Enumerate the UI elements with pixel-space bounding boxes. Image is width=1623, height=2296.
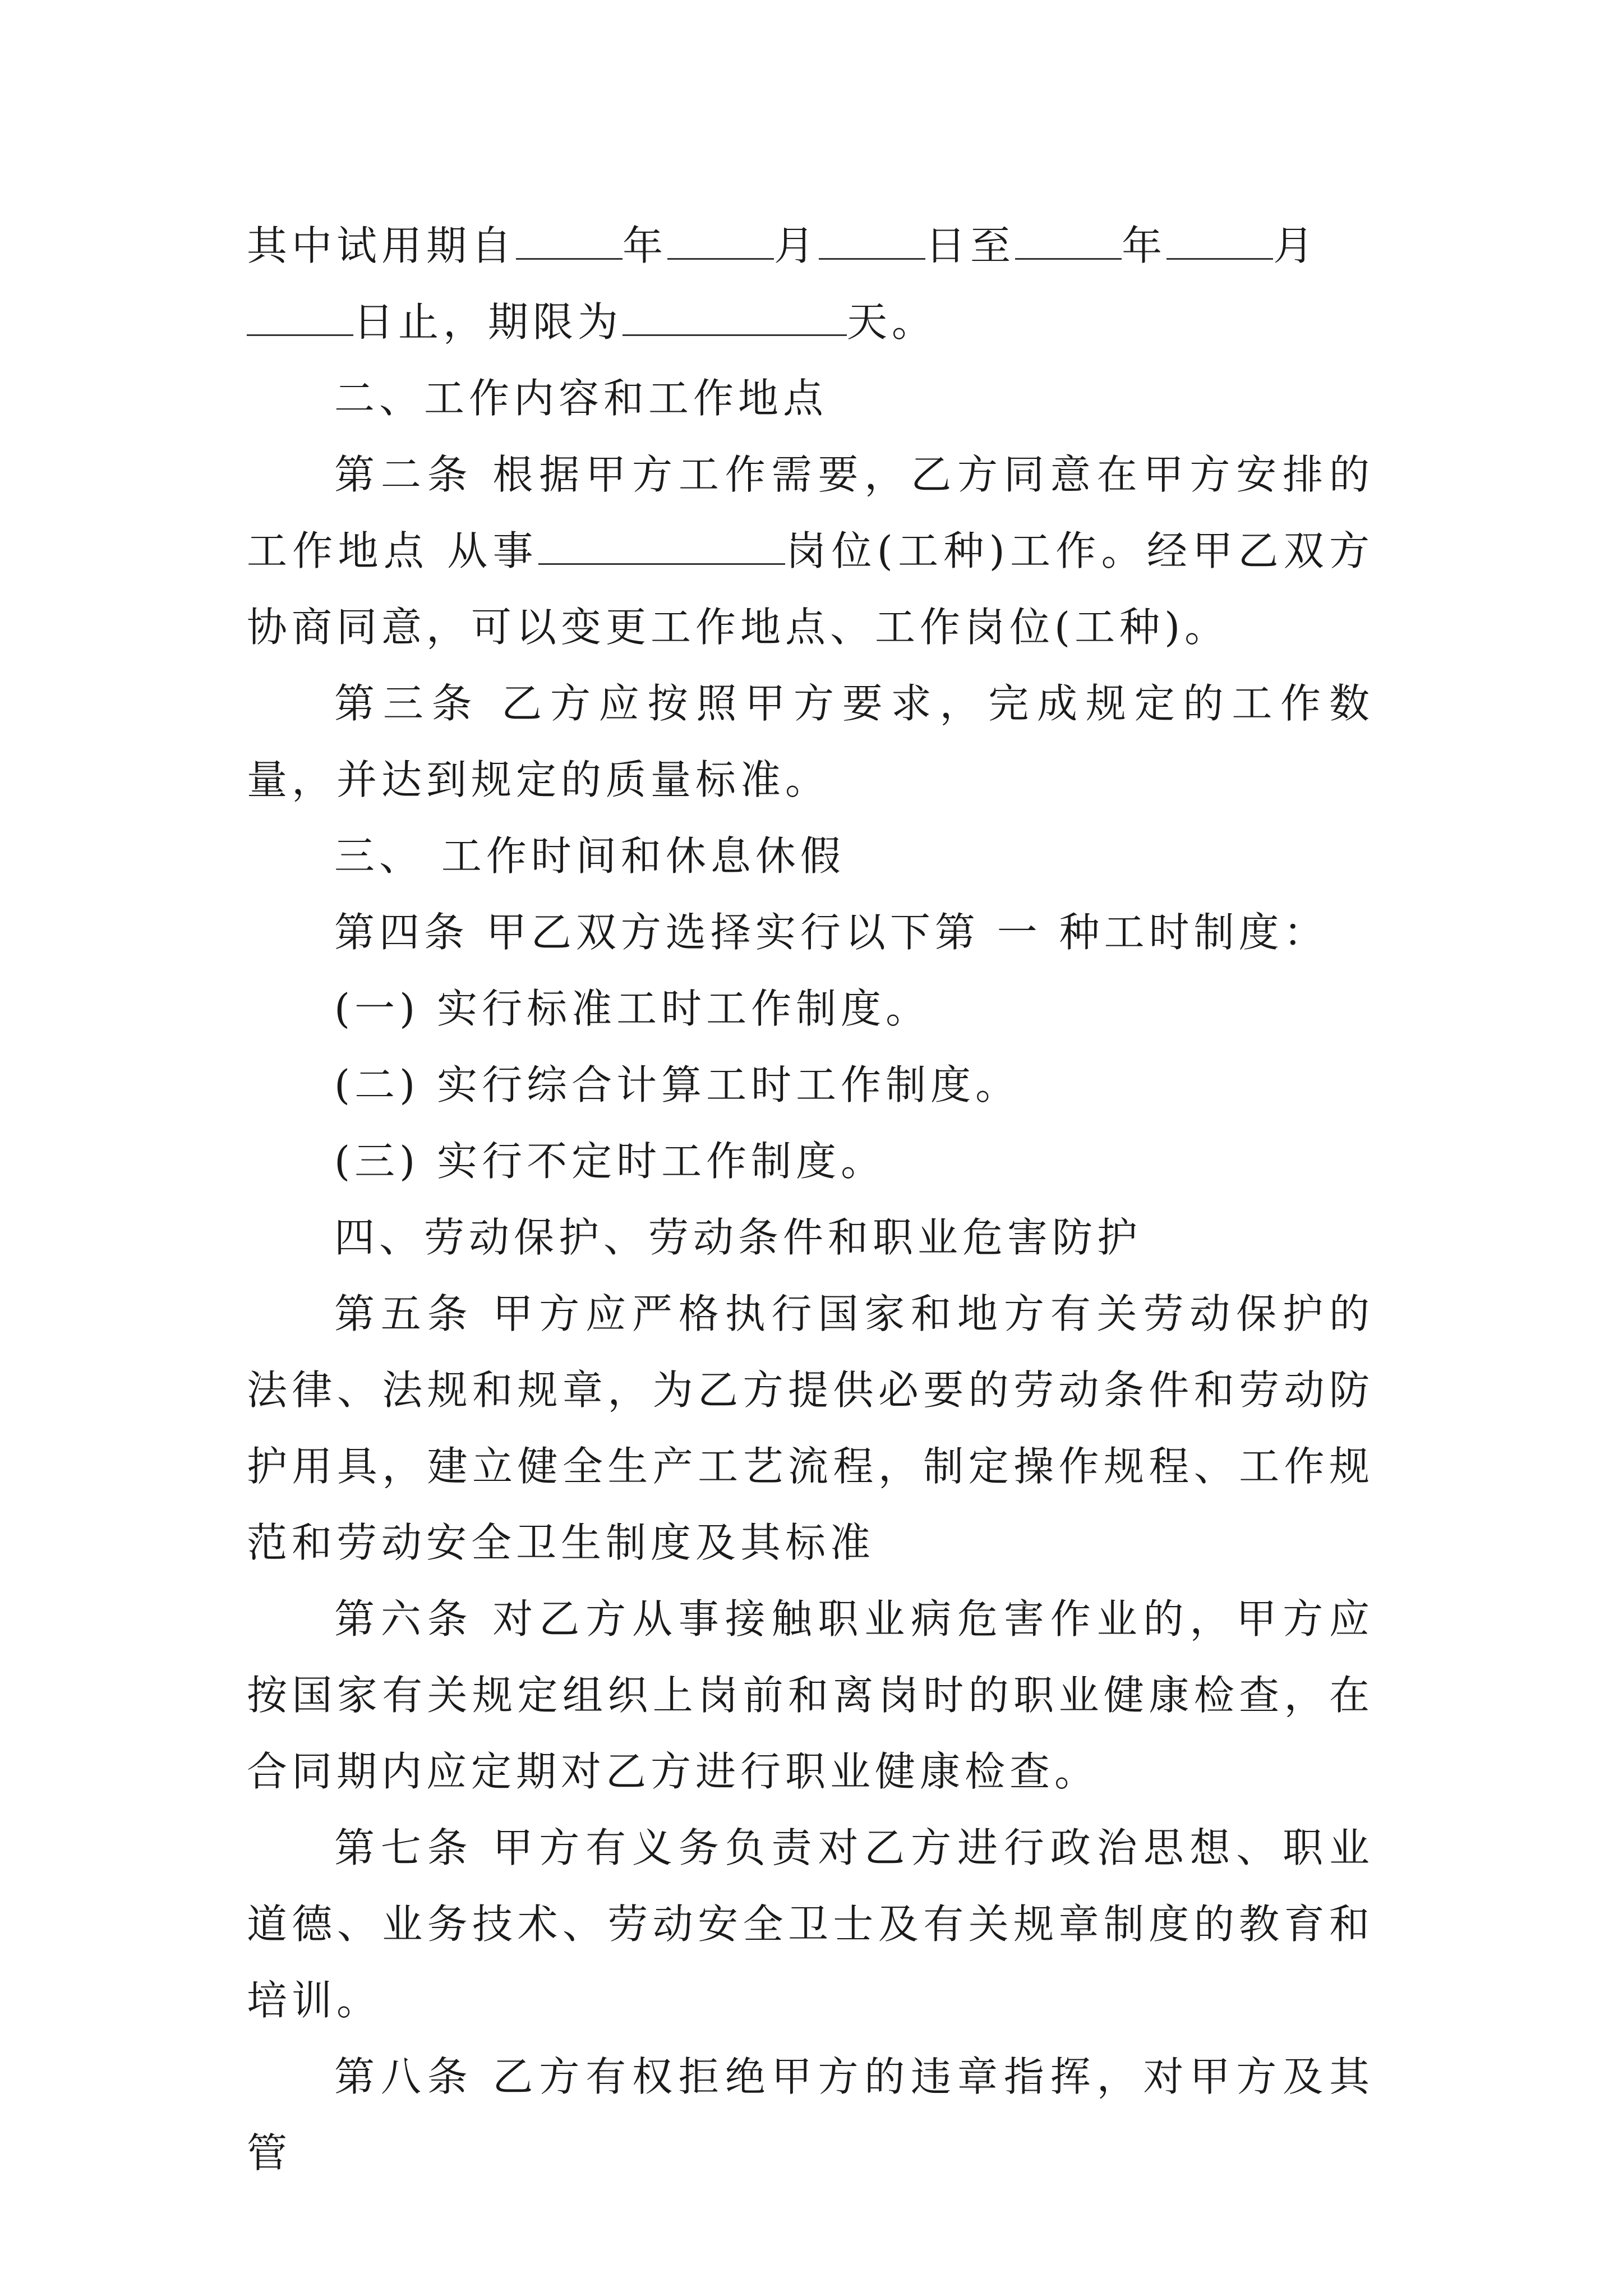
text-fragment: 其中试用期自 <box>247 222 517 269</box>
blank-start-month <box>667 224 774 260</box>
article-7: 第七条 甲方有义务负责对乙方进行政治思想、职业道德、业务技术、劳动安全卫士及有关规章制度的教育和培训。 <box>247 1824 1374 2024</box>
section-heading-4: 四、劳动保护、劳动条件和职业危害防护 <box>334 1214 1142 1261</box>
blank-start-year <box>516 224 623 260</box>
text-fragment: 年 <box>623 222 668 269</box>
article-5: 第五条 甲方应严格执行国家和地方有关劳动保护的法律、法规和规章，为乙方提供必要的劳动条件和劳动防护用具，建立健全生产工艺流程，制定操作规程、工作规范和劳动安全卫生制度及其标准 <box>247 1290 1374 1566</box>
option-3: (三) 实行不定时工作制度。 <box>334 1138 886 1185</box>
text-fragment: 月 <box>774 222 819 269</box>
text-fragment: 日至 <box>925 222 1016 269</box>
blank-probation-days <box>623 301 847 336</box>
blank-end-month <box>1166 224 1273 260</box>
option-1: (一) 实行标准工时工作制度。 <box>334 985 931 1032</box>
option-2: (二) 实行综合计算工时工作制度。 <box>334 1061 1021 1108</box>
probation-line-2 <box>247 284 1374 360</box>
article-2-text-b: 岗位(工种)工作。经甲乙双方协商同意，可以变更工作地点、工作岗位(工种)。 <box>247 527 1375 651</box>
article-8: 第八条 乙方有权拒绝甲方的违章指挥，对甲方及其管 <box>247 2053 1374 2177</box>
document-body <box>247 208 1374 2191</box>
text-fragment: 年 <box>1122 222 1167 269</box>
article-4: 第四条 甲乙双方选择实行以下第 一 种工时制度： <box>334 909 1329 956</box>
text-fragment: 天。 <box>847 298 937 346</box>
text-fragment: 日止，期限为 <box>353 298 623 346</box>
probation-line-1 <box>247 208 1374 284</box>
text-fragment: 月 <box>1273 222 1318 269</box>
blank-start-day <box>819 224 925 260</box>
article-6: 第六条 对乙方从事接触职业病危害作业的，甲方应按国家有关规定组织上岗前和离岗时的职业健康检查，在合同期内应定期对乙方进行职业健康检查。 <box>247 1595 1374 1795</box>
article-2 <box>247 436 1374 665</box>
article-3: 第三条 乙方应按照甲方要求，完成规定的工作数量，并达到规定的质量标准。 <box>247 680 1374 803</box>
section-heading-2: 二、工作内容和工作地点 <box>334 375 828 422</box>
blank-end-year <box>1015 224 1122 260</box>
blank-end-day <box>247 301 353 336</box>
section-heading-3: 三、 工作时间和休息休假 <box>334 832 845 880</box>
blank-position <box>538 530 785 565</box>
article-2-text-a: 第二条 根据甲方工作需要，乙方同意在甲方安排的工作地点 从事 <box>247 451 1374 574</box>
